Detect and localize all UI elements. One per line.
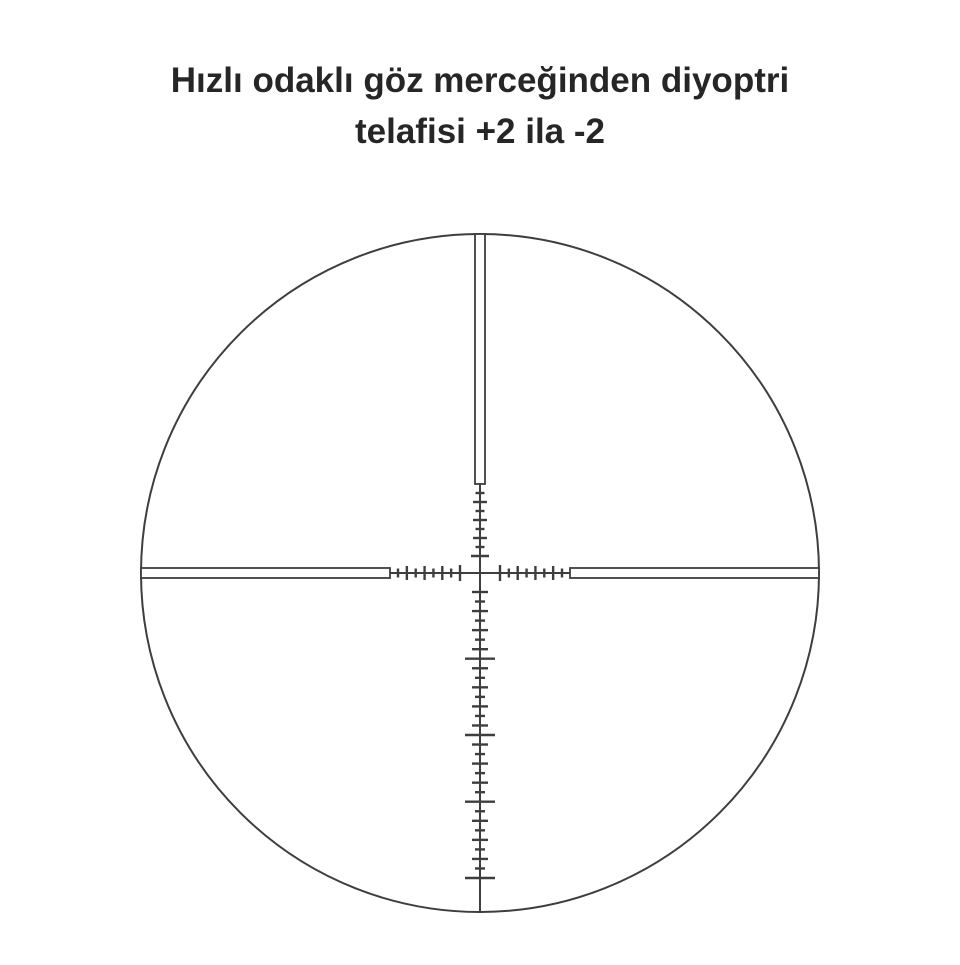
title-line-2: telafisi +2 ila -2 xyxy=(355,112,605,151)
reticle-post-right xyxy=(570,568,819,578)
reticle-post-top xyxy=(475,234,485,484)
reticle-post-left xyxy=(141,568,390,578)
title-line-1: Hızlı odaklı göz merceğinden diyoptri xyxy=(170,61,790,100)
